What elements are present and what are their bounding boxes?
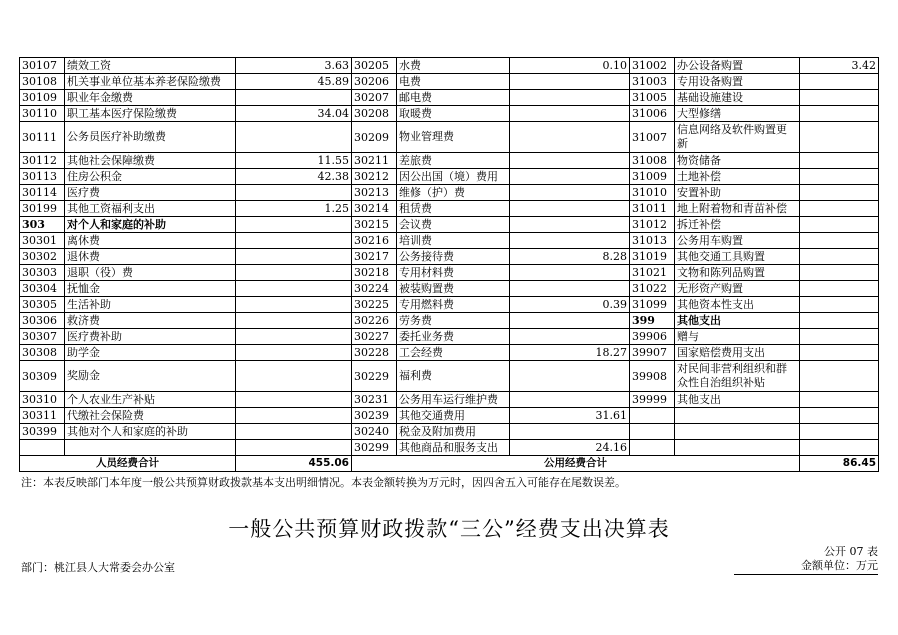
cell-name: 文物和陈列品购置 [675,265,800,281]
cell-code: 30229 [352,361,397,392]
cell-amount: 8.28 [510,249,630,265]
cell-code: 31006 [630,106,675,122]
cell-amount [800,265,879,281]
cell-name: 被装购置费 [397,281,510,297]
cell-code: 303 [20,217,65,233]
cell-amount: 34.04 [236,106,352,122]
cell-code: 30227 [352,329,397,345]
unit-label: 金额单位：万元 [734,557,878,575]
cell-amount [510,313,630,329]
cell-name: 其他工资福利支出 [65,201,236,217]
cell-name: 其他商品和服务支出 [397,440,510,456]
cell-amount [800,217,879,233]
cell-code: 30216 [352,233,397,249]
cell-amount [800,297,879,313]
cell-code [20,440,65,456]
cell-name: 无形资产购置 [675,281,800,297]
cell-name: 电费 [397,74,510,90]
cell-code: 30309 [20,361,65,392]
cell-amount [236,361,352,392]
cell-code: 30111 [20,122,65,153]
cell-code: 30224 [352,281,397,297]
cell-name: 因公出国（境）费用 [397,169,510,185]
cell-code: 30208 [352,106,397,122]
cell-amount [510,361,630,392]
table-row [20,169,879,185]
cell-name: 大型修缮 [675,106,800,122]
cell-amount [510,201,630,217]
cell-name: 个人农业生产补贴 [65,392,236,408]
table-row [20,329,879,345]
cell-code: 39906 [630,329,675,345]
cell-amount [800,169,879,185]
cell-code: 30302 [20,249,65,265]
cell-name: 国家赔偿费用支出 [675,345,800,361]
cell-name: 救济费 [65,313,236,329]
cell-code: 30212 [352,169,397,185]
cell-code: 39907 [630,345,675,361]
cell-amount [236,217,352,233]
cell-name: 办公设备购置 [675,58,800,74]
cell-amount [800,122,879,153]
cell-code: 31019 [630,249,675,265]
cell-amount [510,233,630,249]
cell-name: 绩效工资 [65,58,236,74]
cell-name: 信息网络及软件购置更新 [675,122,800,153]
cell-amount: 45.89 [236,74,352,90]
table-row [20,74,879,90]
cell-name: 土地补偿 [675,169,800,185]
cell-code: 31003 [630,74,675,90]
table-row [20,58,879,74]
cell-code: 31009 [630,169,675,185]
cell-amount: 42.38 [236,169,352,185]
cell-code: 30217 [352,249,397,265]
cell-name: 退休费 [65,249,236,265]
cell-name: 差旅费 [397,153,510,169]
cell-code: 30299 [352,440,397,456]
cell-name: 离休费 [65,233,236,249]
cell-name: 抚恤金 [65,281,236,297]
cell-code: 31011 [630,201,675,217]
cell-amount [800,345,879,361]
cell-code: 30231 [352,392,397,408]
next-table-title: 一般公共预算财政拨款“三公”经费支出决算表 [228,517,670,541]
cell-name [65,440,236,456]
cell-amount [800,408,879,424]
table-row [20,265,879,281]
cell-code: 30303 [20,265,65,281]
table-code: 公开 07 表 [824,545,878,558]
cell-amount [800,361,879,392]
cell-name [675,424,800,440]
cell-name: 安置补助 [675,185,800,201]
cell-name [675,408,800,424]
cell-name: 劳务费 [397,313,510,329]
cell-amount [800,281,879,297]
cell-amount [800,392,879,408]
cell-amount [800,201,879,217]
cell-code: 30307 [20,329,65,345]
cell-name: 福利费 [397,361,510,392]
cell-amount [236,297,352,313]
cell-name: 其他支出 [675,313,800,329]
cell-name: 公务用车购置 [675,233,800,249]
cell-amount: 1.25 [236,201,352,217]
cell-name: 工会经费 [397,345,510,361]
cell-amount: 31.61 [510,408,630,424]
cell-code: 30310 [20,392,65,408]
cell-amount [236,122,352,153]
cell-name [675,440,800,456]
cell-code: 31008 [630,153,675,169]
cell-amount [236,90,352,106]
cell-code: 31099 [630,297,675,313]
cell-code: 30225 [352,297,397,313]
cell-amount [510,281,630,297]
cell-amount [800,424,879,440]
cell-amount [510,169,630,185]
cell-name: 专用燃料费 [397,297,510,313]
totals-row [20,456,879,472]
cell-amount [236,440,352,456]
table-row [20,153,879,169]
cell-code: 30114 [20,185,65,201]
cell-code: 30113 [20,169,65,185]
cell-amount: 3.42 [800,58,879,74]
cell-name: 取暖费 [397,106,510,122]
cell-name: 培训费 [397,233,510,249]
expenditure-table [19,57,879,472]
cell-amount [800,440,879,456]
cell-amount: 24.16 [510,440,630,456]
cell-name: 公务员医疗补助缴费 [65,122,236,153]
cell-code: 30218 [352,265,397,281]
cell-amount [236,265,352,281]
cell-name: 其他支出 [675,392,800,408]
cell-code: 30199 [20,201,65,217]
cell-amount [236,345,352,361]
table-row [20,424,879,440]
cell-name: 退职（役）费 [65,265,236,281]
table-row [20,297,879,313]
table-row [20,361,879,392]
cell-code: 31012 [630,217,675,233]
cell-name: 邮电费 [397,90,510,106]
cell-amount [800,313,879,329]
cell-name: 医疗费补助 [65,329,236,345]
cell-name: 奖励金 [65,361,236,392]
cell-code: 31022 [630,281,675,297]
table-row [20,233,879,249]
cell-code: 30311 [20,408,65,424]
cell-name: 对民间非营利组织和群众性自治组织补贴 [675,361,800,392]
table-row [20,249,879,265]
cell-amount [236,424,352,440]
cell-amount [236,249,352,265]
cell-amount: 0.39 [510,297,630,313]
cell-name: 维修（护）费 [397,185,510,201]
cell-code: 399 [630,313,675,329]
cell-amount [236,185,352,201]
cell-name: 租赁费 [397,201,510,217]
cell-code: 31002 [630,58,675,74]
cell-amount [510,392,630,408]
cell-name: 生活补助 [65,297,236,313]
cell-amount [236,313,352,329]
cell-amount [510,153,630,169]
table-row [20,440,879,456]
cell-name: 住房公积金 [65,169,236,185]
table-row [20,201,879,217]
table-row [20,408,879,424]
cell-code: 31021 [630,265,675,281]
cell-code: 30209 [352,122,397,153]
table-row [20,313,879,329]
cell-code [630,440,675,456]
table-row [20,185,879,201]
cell-amount [236,408,352,424]
cell-code: 30109 [20,90,65,106]
cell-code: 30305 [20,297,65,313]
cell-name: 专用材料费 [397,265,510,281]
cell-amount [800,329,879,345]
cell-code: 30112 [20,153,65,169]
cell-amount [510,90,630,106]
cell-name: 助学金 [65,345,236,361]
cell-amount [800,106,879,122]
cell-amount [236,281,352,297]
table-row [20,281,879,297]
cell-amount [510,329,630,345]
cell-code: 30306 [20,313,65,329]
cell-code: 30308 [20,345,65,361]
personnel-total-label: 人员经费合计 [20,456,236,472]
public-total-value: 86.45 [800,456,879,472]
cell-name: 水费 [397,58,510,74]
cell-name: 对个人和家庭的补助 [65,217,236,233]
cell-amount [800,233,879,249]
cell-code: 30301 [20,233,65,249]
personnel-total-value: 455.06 [236,456,352,472]
cell-amount [800,74,879,90]
cell-amount [236,392,352,408]
cell-amount: 3.63 [236,58,352,74]
cell-code: 31005 [630,90,675,106]
cell-code: 30399 [20,424,65,440]
cell-name: 机关事业单位基本养老保险缴费 [65,74,236,90]
cell-code: 30226 [352,313,397,329]
cell-code: 39908 [630,361,675,392]
cell-code: 31013 [630,233,675,249]
cell-amount [510,424,630,440]
cell-name: 其他社会保障缴费 [65,153,236,169]
cell-amount: 11.55 [236,153,352,169]
cell-name: 代缴社会保险费 [65,408,236,424]
cell-code: 30206 [352,74,397,90]
cell-amount [510,74,630,90]
cell-name: 会议费 [397,217,510,233]
cell-code: 30211 [352,153,397,169]
cell-code: 30228 [352,345,397,361]
cell-code: 31007 [630,122,675,153]
cell-amount [510,265,630,281]
cell-name: 专用设备购置 [675,74,800,90]
table-row [20,122,879,153]
cell-code: 30214 [352,201,397,217]
table-row [20,345,879,361]
cell-name: 赠与 [675,329,800,345]
cell-amount [800,153,879,169]
cell-amount: 0.10 [510,58,630,74]
cell-name: 其他对个人和家庭的补助 [65,424,236,440]
cell-code [630,408,675,424]
table-row [20,90,879,106]
cell-name: 其他资本性支出 [675,297,800,313]
cell-code: 30240 [352,424,397,440]
cell-code: 30239 [352,408,397,424]
cell-amount [510,106,630,122]
cell-code: 30304 [20,281,65,297]
cell-amount [800,90,879,106]
public-total-label: 公用经费合计 [352,456,800,472]
table-note: 注：本表反映部门本年度一般公共预算财政拨款基本支出明细情况。本表金额转换为万元时，因四舍五入可能存在尾数误差。 [21,476,626,489]
cell-name: 物业管理费 [397,122,510,153]
cell-amount [800,249,879,265]
cell-code: 30107 [20,58,65,74]
cell-code: 30205 [352,58,397,74]
cell-name: 委托业务费 [397,329,510,345]
cell-code: 30108 [20,74,65,90]
cell-name: 地上附着物和青苗补偿 [675,201,800,217]
cell-name: 拆迁补偿 [675,217,800,233]
cell-name: 职业年金缴费 [65,90,236,106]
cell-code [630,424,675,440]
cell-amount [510,217,630,233]
cell-name: 基础设施建设 [675,90,800,106]
table-row [20,392,879,408]
department-label: 部门：桃江县人大常委会办公室 [21,561,175,574]
cell-code: 31010 [630,185,675,201]
cell-name: 税金及附加费用 [397,424,510,440]
cell-code: 30213 [352,185,397,201]
cell-amount: 18.27 [510,345,630,361]
cell-amount [236,233,352,249]
table-row [20,217,879,233]
cell-code: 39999 [630,392,675,408]
cell-code: 30215 [352,217,397,233]
cell-name: 公务接待费 [397,249,510,265]
cell-name: 其他交通费用 [397,408,510,424]
cell-name: 职工基本医疗保险缴费 [65,106,236,122]
table-row [20,106,879,122]
cell-name: 公务用车运行维护费 [397,392,510,408]
cell-amount [510,185,630,201]
cell-code: 30110 [20,106,65,122]
cell-name: 其他交通工具购置 [675,249,800,265]
cell-amount [510,122,630,153]
cell-name: 医疗费 [65,185,236,201]
cell-amount [236,329,352,345]
cell-name: 物资储备 [675,153,800,169]
cell-code: 30207 [352,90,397,106]
cell-amount [800,185,879,201]
